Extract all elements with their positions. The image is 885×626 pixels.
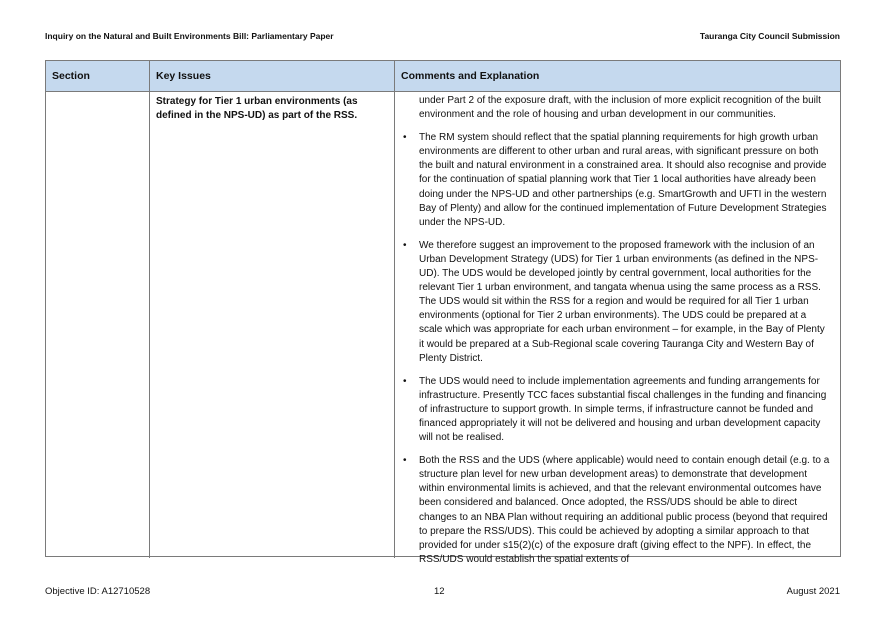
- comments-cell: [395, 92, 840, 565]
- table-header-row: [46, 61, 840, 92]
- list-item: [401, 454, 832, 567]
- objective-id: Objective ID: A12710528: [45, 586, 151, 597]
- submission-table: [45, 60, 841, 565]
- list-item: [401, 239, 832, 366]
- list-item: [401, 131, 832, 230]
- bullet-icon: •: [403, 132, 407, 144]
- column-header-section: Section: [46, 61, 150, 91]
- document-date: August 2021: [786, 586, 840, 597]
- bullet-text: Both the RSS and the UDS (where applicable) would need to contain enough detail (e.g. to a structure plan level for new urban development areas) to demonstrate that development within environmental limits is achieved, and that the relevant environmental outcomes have been considered and balanced. Once adopted, the RSS/UDS should be able to direct changes to an NBA Plan without requiring an additional public process (beyond that required to prepare the RSS/UDS). This could be achieved by adopting a similar approach to that provided for under s15(2)(c) of the exposure draft (giving effect to the NPF). In effect, the RSS/UDS would establish the spatial extents of: [419, 455, 830, 565]
- bullet-text: The RM system should reflect that the spatial planning requirements for high growth urban environments are different to other urban and rural areas, with significant pressure on both the built and natural environment in a constrained area. It should also recognise and provide for the continuation of spatial planning work that Tier 1 local authorities have already been doing under the NPS-UD and other partnerships (e.g. SmartGrowth and UFTI in the western Bay of Plenty) and allow for the continued implementation of Future Development Strategies under the NPS-UD.: [419, 132, 827, 228]
- continuation-paragraph: under Part 2 of the exposure draft, with the inclusion of more explicit recognition of the built environment and the role of housing and urban development in our communities.: [419, 95, 821, 121]
- key-issue-cell: Strategy for Tier 1 urban environments (as defined in the NPS-UD) as part of the RSS.: [150, 92, 395, 558]
- list-item: [401, 375, 832, 445]
- column-header-key-issues: Key Issues: [150, 61, 395, 91]
- bullet-text: We therefore suggest an improvement to the proposed framework with the inclusion of an Urban Development Strategy (UDS) for Tier 1 urban environments (as defined in the NPS-UD). The UDS would be developed jointly by central government, local authorities for the relevant Tier 1 urban environment, and tangata whenua using the same process as a RSS. The UDS would sit within the RSS for a region and would be required for all Tier 1 urban environments (optional for Tier 2 urban environments). The UDS could be prepared at a scale which was appropriate for each urban environment – for example, in the Bay of Plenty it would be prepared at a Sub-Regional scale covering Tauranga City and Western Bay of Plenty District.: [419, 239, 825, 364]
- table-row: [46, 92, 840, 565]
- section-cell: [46, 92, 150, 558]
- bullet-icon: •: [403, 375, 407, 387]
- bullet-text: The UDS would need to include implementation agreements and funding arrangements for infrastructure. Presently TCC faces substantial fiscal challenges in the funding and financing of infrastructure to support growth. In simple terms, if infrastructure cannot be funded and financed appropriately it will not be delivered and housing and urban development capacity will not be realised.: [419, 375, 827, 444]
- page-number: 12: [434, 586, 445, 597]
- document-organisation: Tauranga City Council Submission: [699, 31, 840, 41]
- bullet-icon: •: [403, 239, 407, 251]
- bullet-icon: •: [403, 455, 407, 467]
- document-title: Inquiry on the Natural and Built Environments Bill: Parliamentary Paper: [45, 31, 334, 41]
- column-header-comments: Comments and Explanation: [401, 70, 540, 82]
